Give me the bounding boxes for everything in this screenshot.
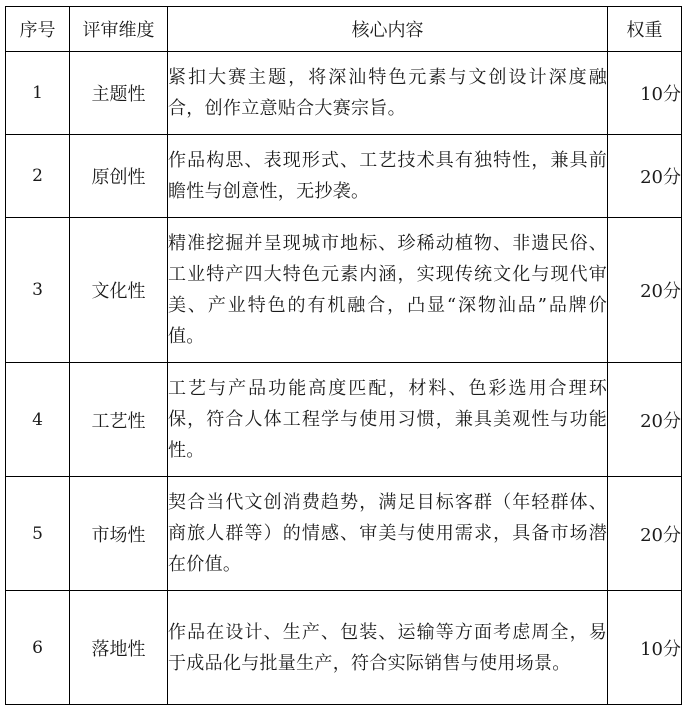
row-weight: 20分 [608, 363, 682, 477]
row-number: 2 [6, 135, 70, 218]
row-content: 紧扣大赛主题，将深汕特色元素与文创设计深度融合，创作立意贴合大赛宗旨。 [168, 52, 608, 135]
header-weight: 权重 [608, 7, 682, 52]
row-weight: 20分 [608, 135, 682, 218]
row-number: 4 [6, 363, 70, 477]
row-weight: 20分 [608, 218, 682, 363]
table-row [6, 52, 682, 135]
row-dimension: 主题性 [70, 52, 168, 135]
row-number: 1 [6, 52, 70, 135]
row-number: 5 [6, 477, 70, 591]
row-dimension: 落地性 [70, 591, 168, 705]
row-dimension: 原创性 [70, 135, 168, 218]
row-dimension: 文化性 [70, 218, 168, 363]
row-number: 3 [6, 218, 70, 363]
table-row [6, 135, 682, 218]
header-content: 核心内容 [168, 7, 608, 52]
table-row [6, 477, 682, 591]
row-dimension: 工艺性 [70, 363, 168, 477]
table-header-row [6, 7, 682, 52]
header-dimension: 评审维度 [70, 7, 168, 52]
row-weight: 20分 [608, 477, 682, 591]
table-row [6, 591, 682, 705]
header-number: 序号 [6, 7, 70, 52]
row-number: 6 [6, 591, 70, 705]
row-content: 契合当代文创消费趋势，满足目标客群（年轻群体、商旅人群等）的情感、审美与使用需求，具备市场潜在价值。 [168, 477, 608, 591]
table-row [6, 218, 682, 363]
row-content: 工艺与产品功能高度匹配，材料、色彩选用合理环保，符合人体工程学与使用习惯，兼具美观性与功能性。 [168, 363, 608, 477]
table-row [6, 363, 682, 477]
row-weight: 10分 [608, 52, 682, 135]
row-content: 作品构思、表现形式、工艺技术具有独特性，兼具前瞻性与创意性，无抄袭。 [168, 135, 608, 218]
row-weight: 10分 [608, 591, 682, 705]
evaluation-criteria-table [5, 6, 682, 705]
row-content: 作品在设计、生产、包装、运输等方面考虑周全，易于成品化与批量生产，符合实际销售与使用场景。 [168, 591, 608, 705]
row-content: 精准挖掘并呈现城市地标、珍稀动植物、非遗民俗、工业特产四大特色元素内涵，实现传统文化与现代审美、产业特色的有机融合，凸显“深物汕品”品牌价值。 [168, 218, 608, 363]
row-dimension: 市场性 [70, 477, 168, 591]
